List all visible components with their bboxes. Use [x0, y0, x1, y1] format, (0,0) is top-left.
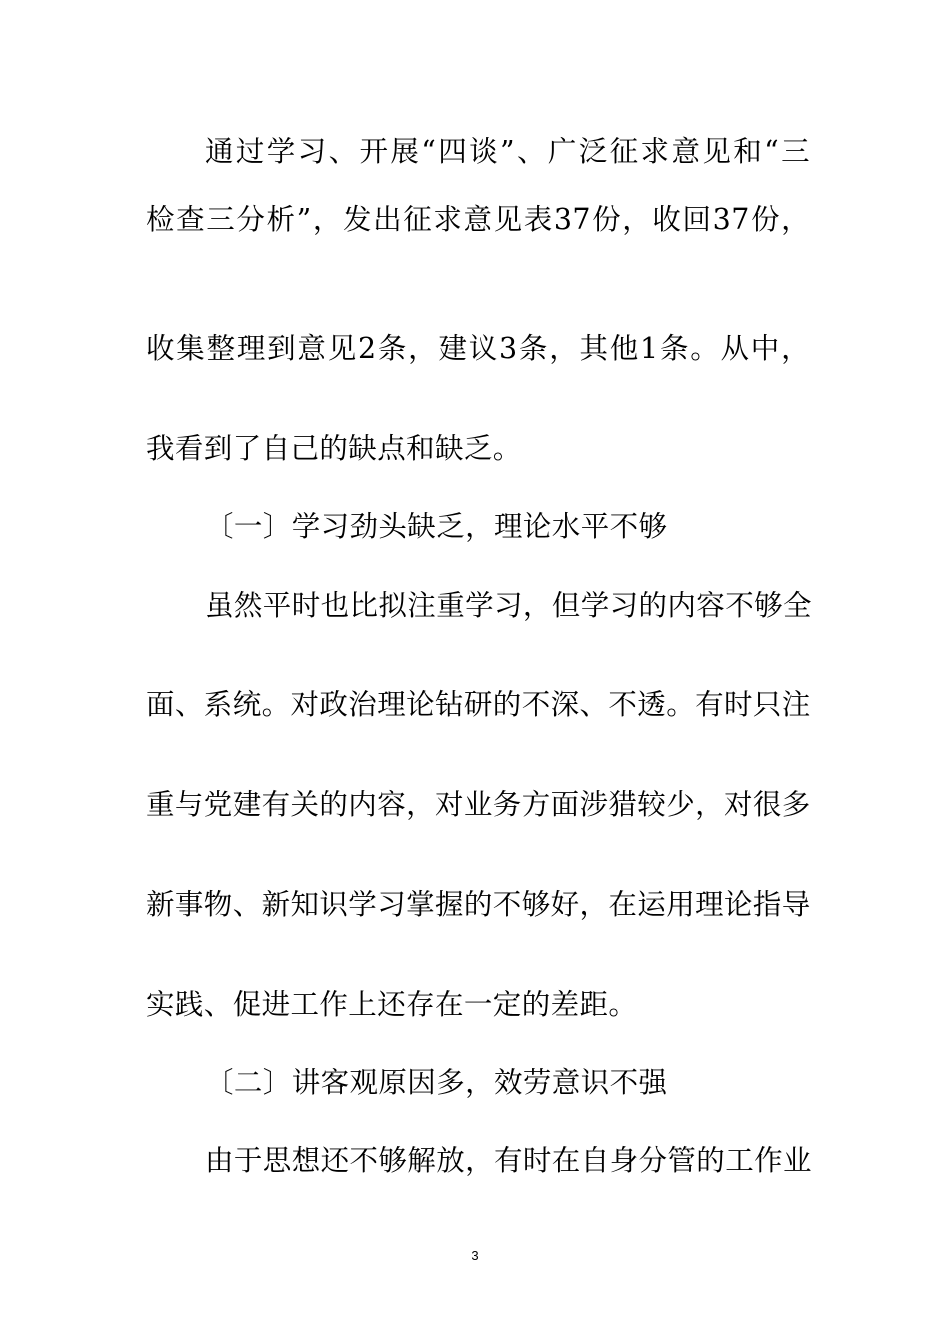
paragraph-1-line-3: 收集整理到意见2条，建议3条，其他1条。从中， — [146, 332, 810, 365]
paragraph-2-line-2: 面、系统。对政治理论钻研的不深、不透。有时只注 — [146, 688, 811, 721]
page-number: 3 — [471, 1248, 479, 1263]
paragraph-3-line-1: 由于思想还不够解放，有时在自身分管的工作业 — [205, 1144, 812, 1177]
section-heading-1: 〔一〕学习劲头缺乏，理论水平不够 — [205, 510, 668, 543]
paragraph-1-line-2: 检查三分析”，发出征求意见表37份，收回37份， — [146, 203, 810, 236]
paragraph-2-line-5: 实践、促进工作上还存在一定的差距。 — [146, 988, 638, 1021]
paragraph-2-line-4: 新事物、新知识学习掌握的不够好，在运用理论指导 — [146, 888, 811, 921]
paragraph-1-line-4: 我看到了自己的缺点和缺乏。 — [146, 432, 522, 465]
section-heading-2: 〔二〕讲客观原因多，效劳意识不强 — [205, 1066, 668, 1099]
paragraph-1-line-1: 通过学习、开展“四谈”、广泛征求意见和“三 — [205, 135, 810, 168]
paragraph-2-line-3: 重与党建有关的内容，对业务方面涉猎较少，对很多 — [146, 788, 811, 821]
paragraph-2-line-1: 虽然平时也比拟注重学习，但学习的内容不够全 — [205, 589, 812, 622]
